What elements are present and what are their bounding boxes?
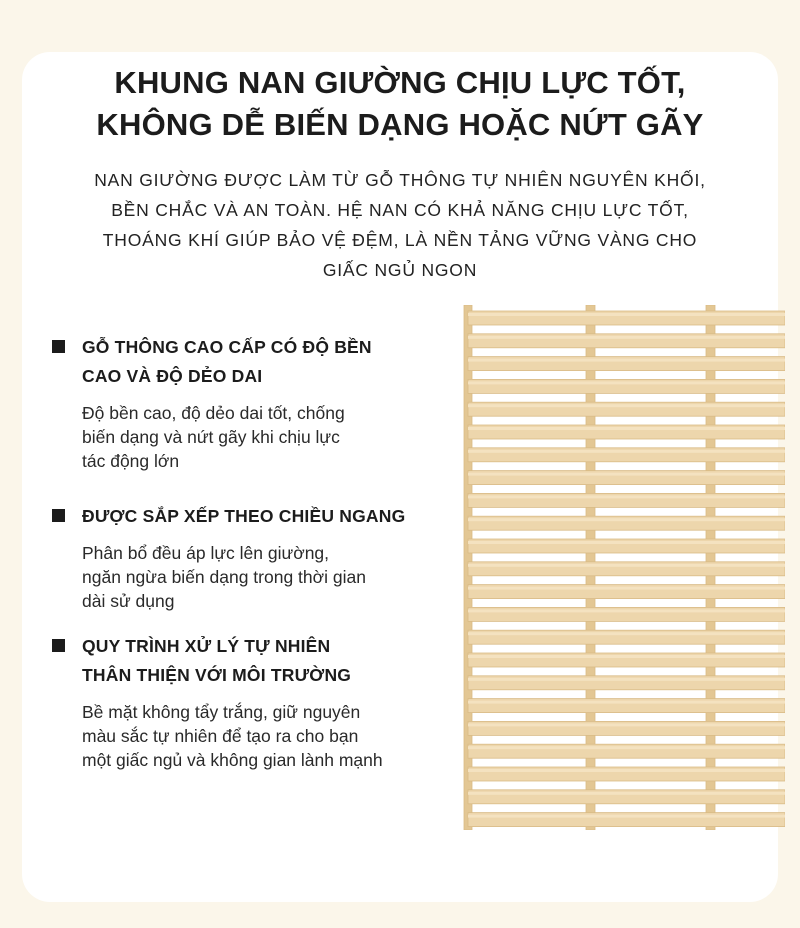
- feature-description: [82, 541, 472, 613]
- intro-line-2: BỀN CHẮC VÀ AN TOÀN. HỆ NAN CÓ KHẢ NĂNG CHỊU LỰC TỐT,: [111, 200, 689, 220]
- feature-description: [82, 401, 472, 473]
- square-bullet-icon: [52, 639, 65, 652]
- slat-highlight: [468, 313, 785, 316]
- intro-line-4: GIẤC NGỦ NGON: [322, 260, 478, 280]
- slat-highlight: [468, 815, 785, 818]
- slat-highlight: [468, 473, 785, 476]
- slat-highlight: [468, 792, 785, 795]
- feature-title-line: QUY TRÌNH XỬ LÝ TỰ NHIÊN: [82, 636, 331, 656]
- slat-highlight: [468, 541, 785, 544]
- slat-highlight: [468, 381, 785, 384]
- feature-natural-process: [52, 632, 472, 772]
- page-title: [22, 62, 778, 146]
- slat-highlight: [468, 564, 785, 567]
- feature-description: [82, 700, 472, 772]
- slat-highlight: [468, 336, 785, 339]
- intro-paragraph: [60, 165, 740, 285]
- feature-title-line: GỖ THÔNG CAO CẤP CÓ ĐỘ BỀN: [82, 337, 372, 357]
- feature-horizontal-layout: [52, 502, 472, 613]
- slat-highlight: [468, 723, 785, 726]
- feature-title: [82, 333, 472, 391]
- feature-desc-line: Độ bền cao, độ dẻo dai tốt, chống: [82, 403, 345, 423]
- slat-highlight: [468, 404, 785, 407]
- feature-title-line: THÂN THIỆN VỚI MÔI TRƯỜNG: [82, 665, 352, 685]
- slat-highlight: [468, 450, 785, 453]
- feature-heading: [52, 333, 472, 391]
- feature-heading: [52, 502, 472, 531]
- slat-highlight: [468, 701, 785, 704]
- feature-pine-wood: [52, 333, 472, 473]
- wooden-bed-slats-image: [460, 305, 785, 830]
- slat-highlight: [468, 632, 785, 635]
- feature-title-line: CAO VÀ ĐỘ DẺO DAI: [82, 366, 263, 386]
- slat-highlight: [468, 587, 785, 590]
- feature-title: [82, 502, 472, 531]
- slat-highlight: [468, 495, 785, 498]
- slat-highlight: [468, 518, 785, 521]
- feature-title: [82, 632, 472, 690]
- feature-desc-line: Phân bổ đều áp lực lên giường,: [82, 543, 330, 563]
- feature-desc-line: biến dạng và nứt gãy khi chịu lực: [82, 427, 340, 447]
- intro-line-3: THOÁNG KHÍ GIÚP BẢO VỆ ĐỆM, LÀ NỀN TẢNG VỮNG VÀNG CHO: [102, 230, 698, 250]
- feature-desc-line: tác động lớn: [82, 451, 180, 471]
- slat-highlight: [468, 427, 785, 430]
- feature-desc-line: màu sắc tự nhiên để tạo ra cho bạn: [82, 726, 359, 746]
- intro-line-1: NAN GIƯỜNG ĐƯỢC LÀM TỪ GỖ THÔNG TỰ NHIÊN NGUYÊN KHỐI,: [94, 170, 706, 190]
- slat-highlight: [468, 655, 785, 658]
- feature-desc-line: Bề mặt không tẩy trắng, giữ nguyên: [82, 702, 361, 722]
- title-line-1: KHUNG NAN GIƯỜNG CHỊU LỰC TỐT,: [114, 65, 686, 100]
- feature-title-line: ĐƯỢC SẮP XẾP THEO CHIỀU NGANG: [82, 506, 406, 526]
- feature-desc-line: ngăn ngừa biến dạng trong thời gian: [82, 567, 366, 587]
- slat-highlight: [468, 609, 785, 612]
- title-line-2: KHÔNG DỄ BIẾN DẠNG HOẶC NỨT GÃY: [96, 107, 704, 142]
- feature-heading: [52, 632, 472, 690]
- feature-desc-line: một giấc ngủ và không gian lành mạnh: [82, 750, 383, 770]
- slat-highlight: [468, 746, 785, 749]
- feature-desc-line: dài sử dụng: [82, 591, 175, 611]
- square-bullet-icon: [52, 509, 65, 522]
- slat-highlight: [468, 769, 785, 772]
- square-bullet-icon: [52, 340, 65, 353]
- slat-highlight: [468, 359, 785, 362]
- slat-highlight: [468, 678, 785, 681]
